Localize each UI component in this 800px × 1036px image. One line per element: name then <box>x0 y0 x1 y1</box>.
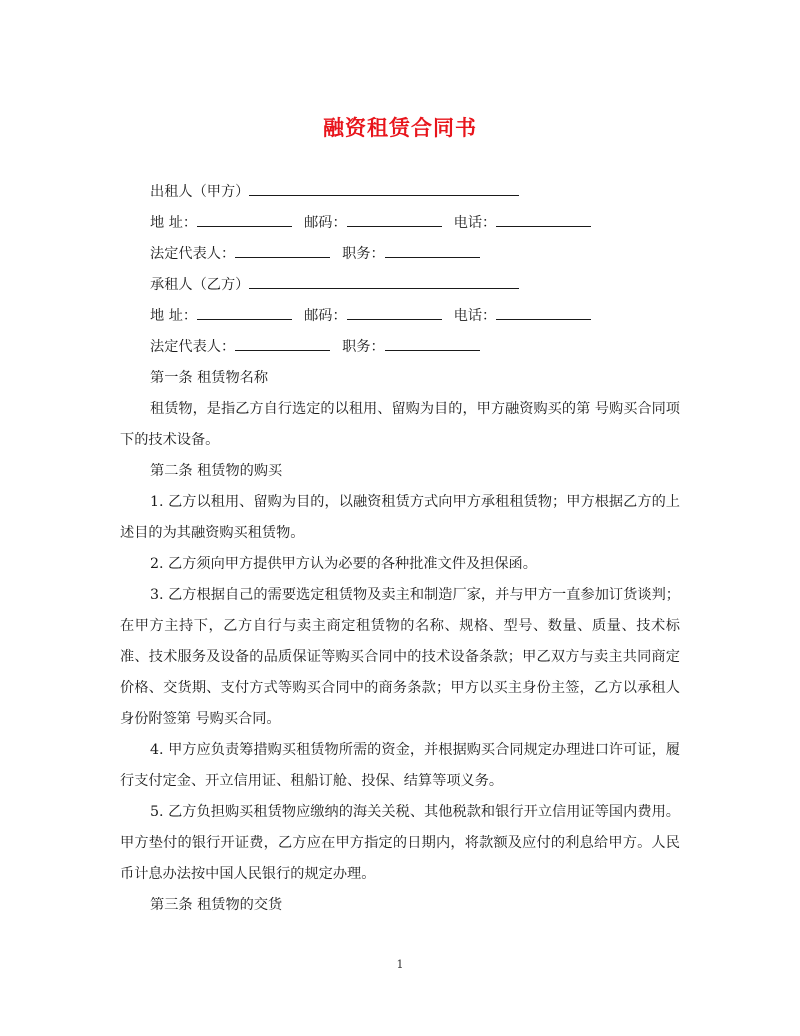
page-number: 1 <box>396 958 404 971</box>
lessee-phone-blank <box>496 305 591 320</box>
lessee-line <box>120 270 680 301</box>
lessor-phone-blank <box>496 212 591 227</box>
document-title: 融资租赁合同书 <box>323 116 477 140</box>
article2-item-3: 3. 乙方根据自己的需要选定租赁物及卖主和制造厂家，并与甲方一直参加订货谈判；在甲方主持下，乙方自行与卖主商定租赁物的名称、规格、型号、数量、质量、技术标准、技术服务及设备的品质保证等购买合同中的技术设备条款；甲乙双方与卖主共同商定价格、交货期、支付方式等购买合同中的商务条款；甲方以买主身份主签，乙方以承租人身份附签第 号购买合同。 <box>120 587 680 727</box>
lessor-name-blank <box>249 181 519 196</box>
lessee-position-label: 职务： <box>342 339 385 355</box>
lessee-address-label: 地 址： <box>150 308 198 324</box>
article2-heading: 第二条 租赁物的购买 <box>150 463 283 479</box>
article2-item-2: 2. 乙方须向甲方提供甲方认为必要的各种批准文件及担保函。 <box>150 556 537 572</box>
lessor-rep-line <box>120 239 680 270</box>
lessor-line <box>120 177 680 208</box>
lessor-rep-blank <box>235 243 330 258</box>
lessor-phone-label: 电话： <box>453 215 497 231</box>
lessor-position-label: 职务： <box>342 246 385 262</box>
lessor-rep-label: 法定代表人： <box>150 246 236 262</box>
article2-item-4: 4. 甲方应负责筹措购买租赁物所需的资金，并根据购买合同规定办理进口许可证，履行支付定金、开立信用证、租船订舱、投保、结算等项义务。 <box>120 742 680 789</box>
lessee-postcode-blank <box>347 305 442 320</box>
lessee-contact-line <box>120 301 680 332</box>
article1-heading: 第一条 租赁物名称 <box>150 370 269 386</box>
lessor-postcode-blank <box>347 212 442 227</box>
lessor-postcode-label: 邮码： <box>304 215 347 231</box>
lessee-label: 承租人（乙方） <box>150 277 250 293</box>
lessee-rep-blank <box>235 336 330 351</box>
lessor-label: 出租人（甲方） <box>150 184 250 200</box>
lessee-rep-line <box>120 332 680 363</box>
article3-heading: 第三条 租赁物的交货 <box>150 897 283 913</box>
lessee-address-blank <box>197 305 292 320</box>
article1-text: 租赁物，是指乙方自行选定的以租用、留购为目的，甲方融资购买的第 号购买合同项下的技术设备。 <box>120 401 680 448</box>
lessee-postcode-label: 邮码： <box>304 308 347 324</box>
lessor-address-label: 地 址： <box>150 215 198 231</box>
lessee-rep-label: 法定代表人： <box>150 339 236 355</box>
lessor-address-blank <box>197 212 292 227</box>
article2-item-5: 5. 乙方负担购买租赁物应缴纳的海关关税、其他税款和银行开立信用证等国内费用。甲方垫付的银行开证费，乙方应在甲方指定的日期内，将款额及应付的利息给甲方。人民币计息办法按中国人民银行的规定办理。 <box>120 804 680 882</box>
lessee-name-blank <box>249 274 519 289</box>
lessor-position-blank <box>385 243 480 258</box>
article2-item-1: 1. 乙方以租用、留购为目的，以融资租赁方式向甲方承租租赁物；甲方根据乙方的上述目的为其融资购买租赁物。 <box>120 494 680 541</box>
lessor-contact-line <box>120 208 680 239</box>
contract-body <box>120 177 680 921</box>
lessee-position-blank <box>385 336 480 351</box>
lessee-phone-label: 电话： <box>453 308 497 324</box>
